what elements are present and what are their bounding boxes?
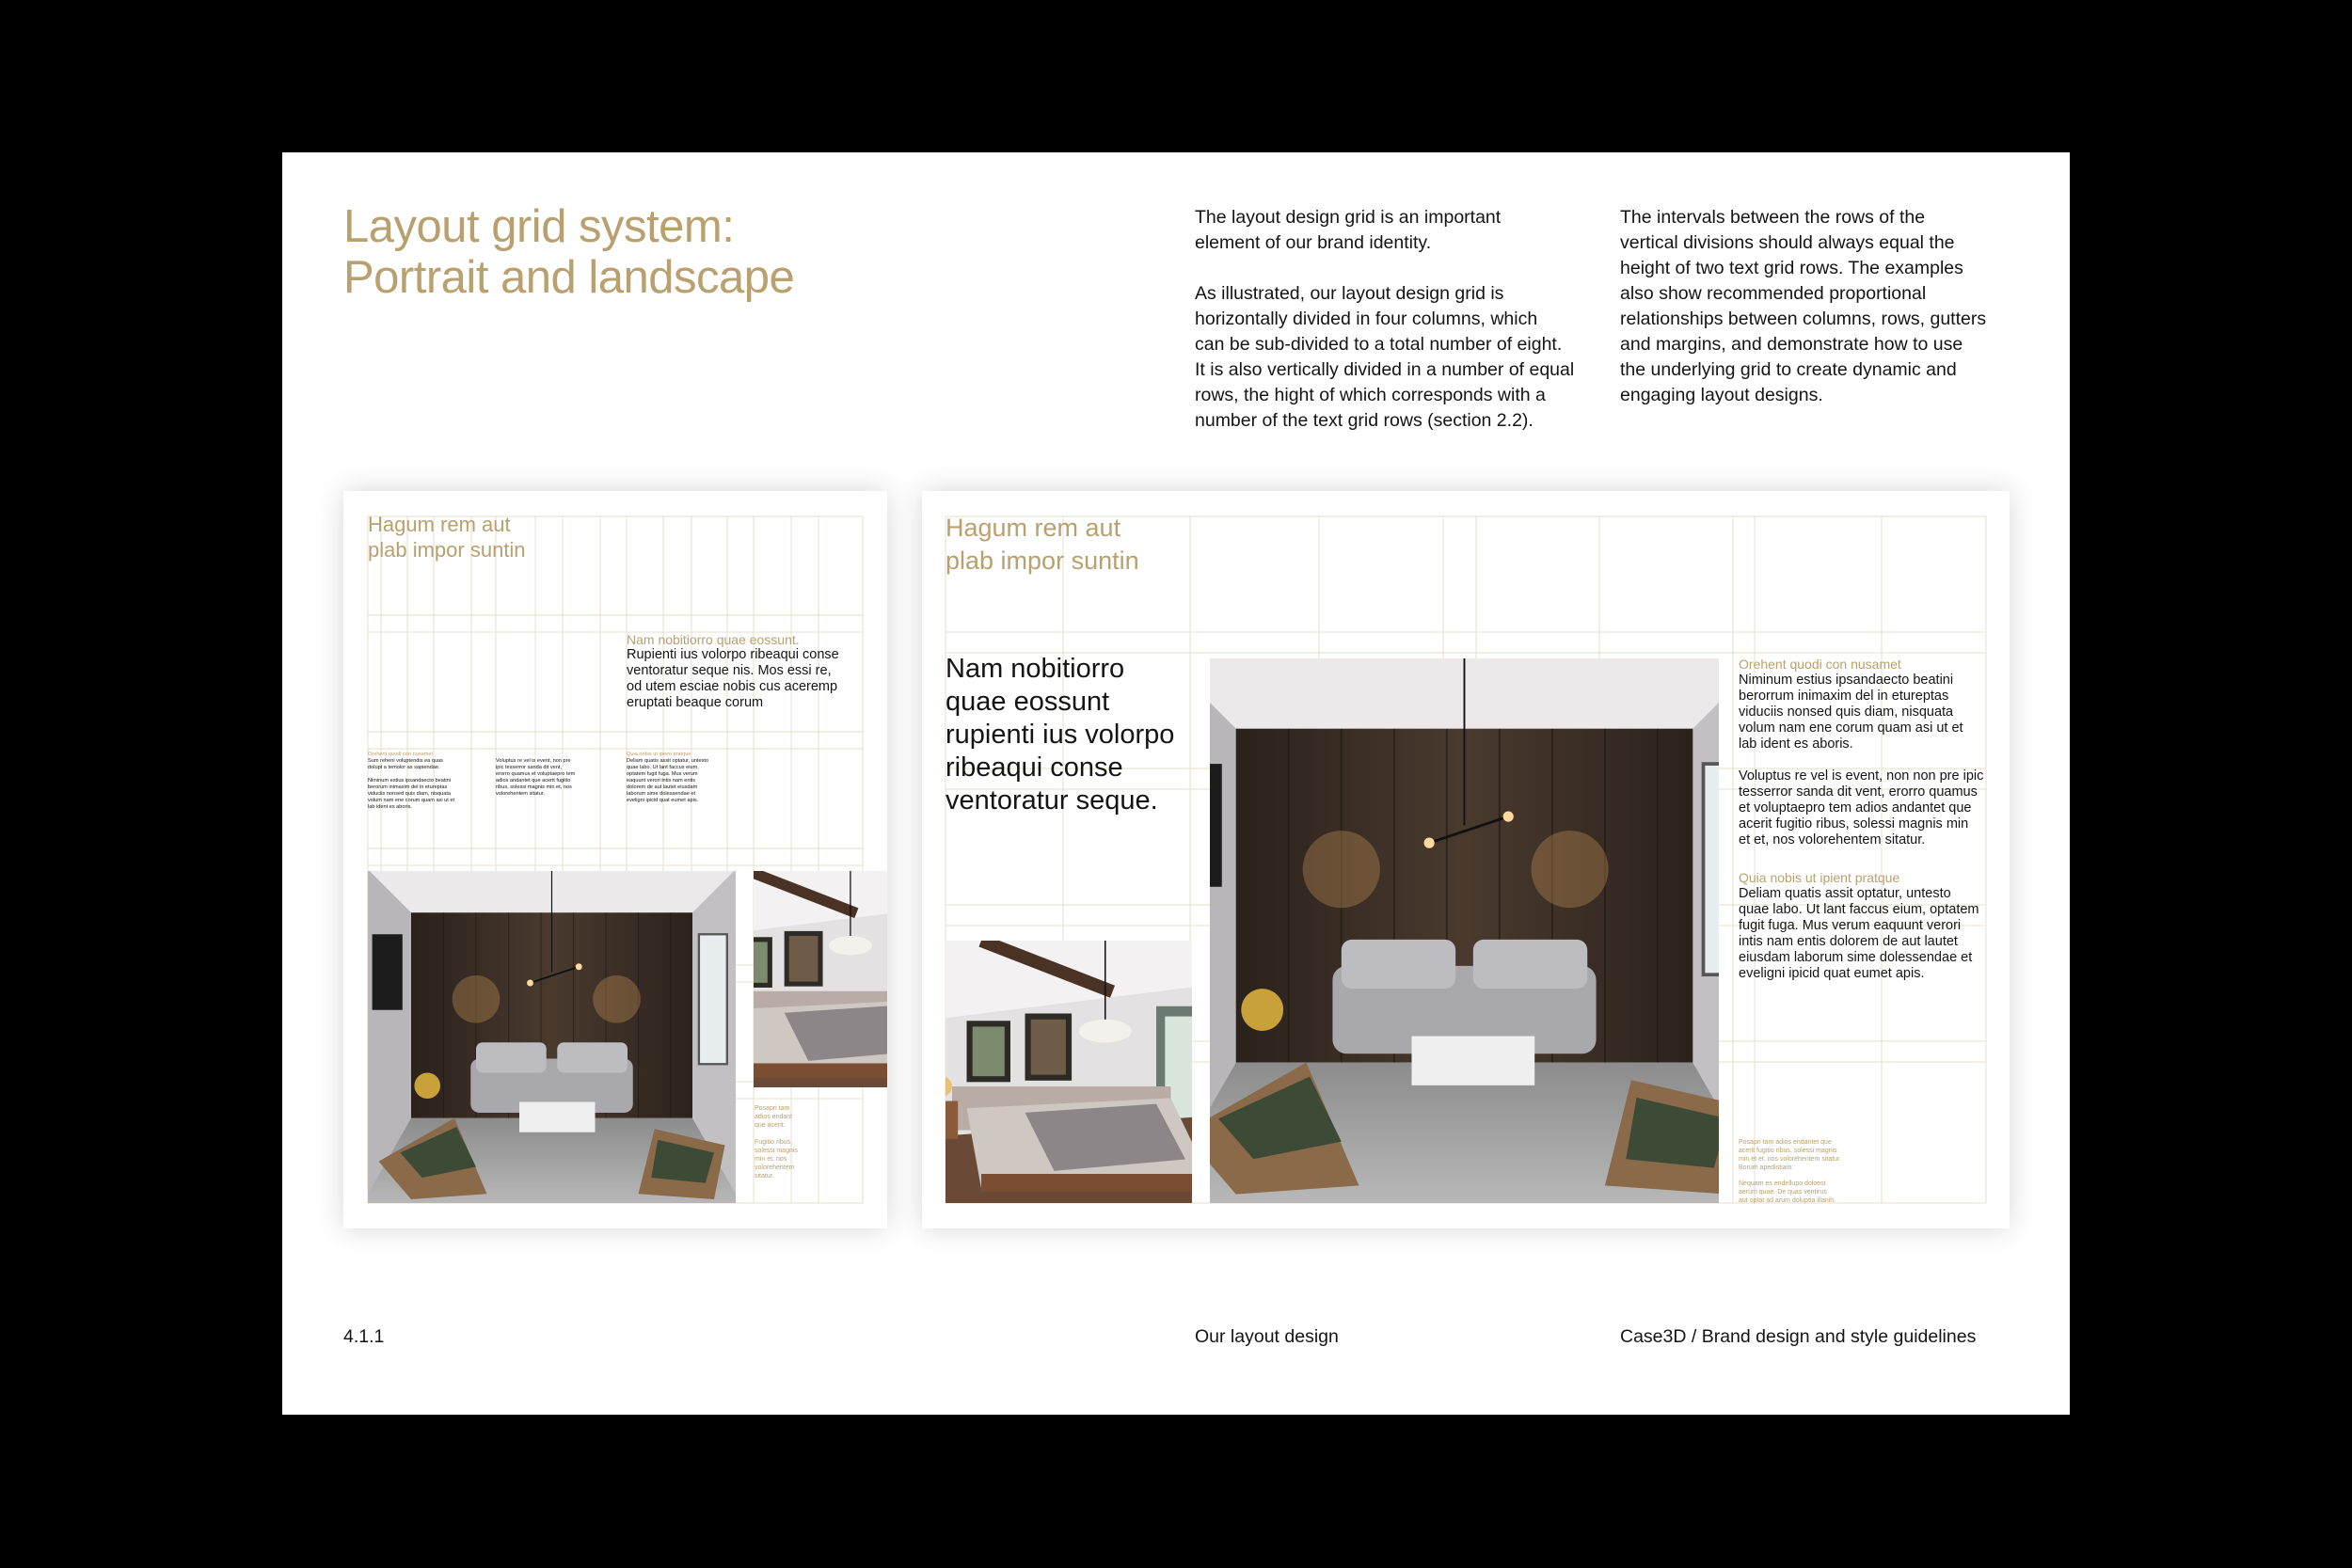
- landscape-layout-mockup: [922, 491, 2010, 1228]
- intro-text-column-1: The layout design grid is an important element of our brand identity. As illustrated, our layout design grid is horizontally divided in four columns, which can be sub-divided to a total number of eight. It is also vertically divided in a number of equal rows, the hight of which corresponds with a number of the text grid rows (section 2.2).: [1195, 207, 1575, 431]
- portrait-callout-heading: Nam nobitiorro quae eossunt.: [627, 632, 800, 647]
- landscape-heading-2: Quia nobis ut ipient pratque: [1739, 870, 1900, 885]
- landscape-body-2: Deliam quatis assit optatur, untesto quae labo. Ut lant faccus eium, optatem fugit fuga. Mus verum eaquunt verori intis nam entis dolorem de aut lautet eiusdam laborum sime dolessendae et eveligni ipicid quat eumet apis.: [1739, 886, 1979, 981]
- landscape-heading-1: Orehent quodi con nusamet: [1739, 657, 1901, 672]
- landscape-big-text: Nam nobitiorro quae eossunt rupienti ius volorpo ribeaqui conse ventoratur seque.: [946, 654, 1175, 816]
- portrait-col2-body: Voluptus re vel is event, non pre ipic tesserror sanda dit vent, erorro quamus et voluptaepro tem adios andantet que acerit fugitio ribus, solessi magnis min et, nos volorehentem sitatur.: [496, 758, 576, 797]
- living-room-photo: [368, 871, 736, 1203]
- portrait-callout-body: Rupienti ius volorpo ribeaqui conse ventoratur seque nis. Mos essi re, od utem esciae nobis cus aceremp eruptati beaque corum: [627, 647, 839, 710]
- section-name: Our layout design: [1195, 1326, 1339, 1347]
- portrait-side-caption: Posapri tam adios endant que acerit. Fugitio ribus, solessi magnis min et, nos volorehentem sitatur.: [755, 1105, 798, 1180]
- landscape-mock-title: Hagum rem aut plab impor suntin: [946, 514, 1139, 575]
- page-number: 4.1.1: [343, 1326, 385, 1347]
- portrait-layout-mockup: [343, 491, 887, 1228]
- landscape-tiny-note-1: Posapri tam adios endantet que acerit fugitio ribus, solessi magnis min et et, nos volorehentem sitatur. Borum apedistiam.: [1739, 1139, 1841, 1171]
- document-title: Case3D / Brand design and style guidelines: [1620, 1326, 1977, 1347]
- portrait-col3-body: Deliam quatis assit optatur, untesto quae labo. Ut lant faccus eium, optatem fugit fuga. Mus verum eaquunt verori intis nam entis dolorem de aut lautet eiusdam laborum sime dolessendae et eveligni ipicid quat eumet apis.: [627, 758, 709, 803]
- landscape-tiny-note-2: Nequam es endellupo doloest aerum quae. De quas ventirus aut optat ad arum doluptia illanih.: [1739, 1180, 1836, 1204]
- landscape-body-1: Niminum estius ipsandaecto beatini berorrum inimaxim del in etureptas viduciis nonsed quis diam, nisquata volum nam ene corum quam asi ut et lab ident es aboris. Voluptus re vel is event, non non pre ipic tesserror sanda dit vent, erorro quamus et voluptaepro tem adios andantet que acerit fugitio ribus, solessi magnis min et et, nos volorehentem sitatur.: [1739, 673, 1984, 847]
- living-room-photo: [1210, 658, 1719, 1203]
- portrait-col1-heading: Orehent quodi con nusamet: [368, 752, 434, 757]
- portrait-col3-heading: Quia nobis ut ipient pratque: [627, 752, 691, 757]
- intro-text-column-2: The intervals between the rows of the vertical divisions should always equal the height of two text grid rows. The examples also show recommended proportional relationships between columns, rows, gutters and margins, and demonstrate how to use the underlying grid to create dynamic and engaging layout designs.: [1620, 207, 1987, 405]
- portrait-mock-title: Hagum rem aut plab impor suntin: [368, 513, 526, 562]
- brand-guideline-page: [282, 152, 2070, 1415]
- bedroom-photo: [754, 871, 887, 1087]
- portrait-col1-body: Sum reheni voluptendis ea quas dolupt a temolor as sapiendae. Niminum estius ipsandaecto beatini berorum inimaxim del in etureptas viduciis nonsed quis diam, nisquata volum nam ene corum quam asi ut et lab ident es aboris.: [368, 758, 455, 810]
- bedroom-photo: [946, 941, 1192, 1203]
- page-title: Layout grid system: Portrait and landscape: [343, 201, 795, 303]
